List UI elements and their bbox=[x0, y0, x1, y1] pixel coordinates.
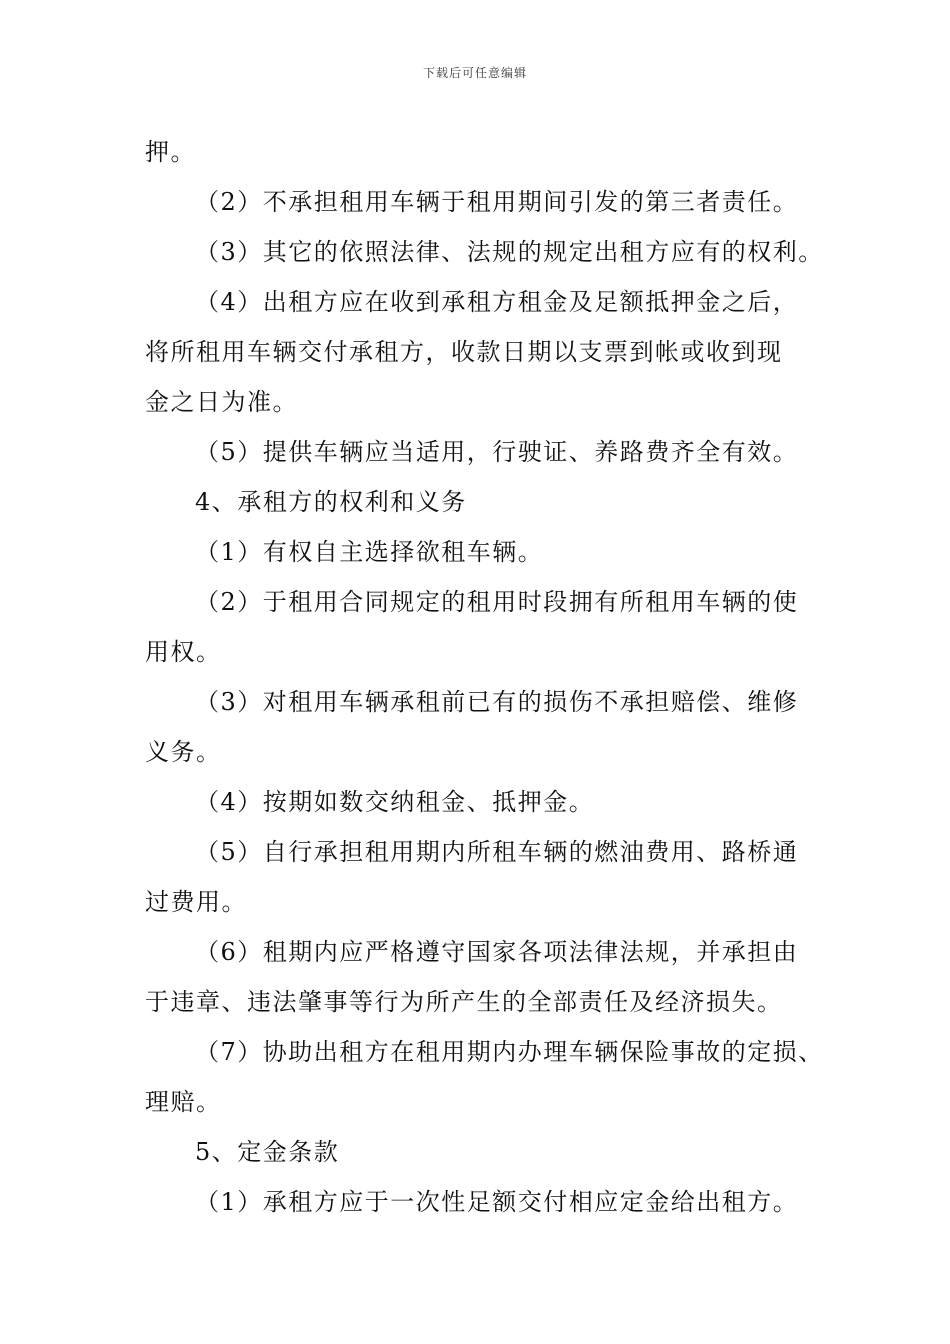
text-line: 义务。 bbox=[145, 738, 222, 766]
text-line: （5）提供车辆应当适用，行驶证、养路费齐全有效。 bbox=[195, 438, 799, 466]
text-line: 押。 bbox=[145, 138, 196, 166]
text-line: （6）租期内应严格遵守国家各项法律法规，并承担由 bbox=[195, 938, 799, 966]
text-line: 于违章、违法肇事等行为所产生的全部责任及经济损失。 bbox=[145, 988, 783, 1016]
text-line: （3）对租用车辆承租前已有的损伤不承担赔偿、维修 bbox=[195, 688, 799, 716]
section-heading: 4、承租方的权利和义务 bbox=[195, 488, 467, 516]
section-heading: 5、定金条款 bbox=[195, 1138, 340, 1166]
page-header: 下载后可任意编辑 bbox=[422, 66, 527, 80]
text-line: 过费用。 bbox=[145, 888, 247, 916]
text-line: （2）不承担租用车辆于租用期间引发的第三者责任。 bbox=[195, 188, 799, 216]
text-line: （7）协助出租方在租用期内办理车辆保险事故的定损、 bbox=[195, 1038, 824, 1066]
text-line: （2）于租用合同规定的租用时段拥有所租用车辆的使 bbox=[195, 588, 799, 616]
text-line: （3）其它的依照法律、法规的规定出租方应有的权利。 bbox=[195, 238, 824, 266]
text-line: （1）承租方应于一次性足额交付相应定金给出租方。 bbox=[195, 1188, 799, 1216]
text-line: 将所租用车辆交付承租方，收款日期以支票到帐或收到现 bbox=[145, 338, 783, 366]
text-line: 金之日为准。 bbox=[145, 388, 298, 416]
text-line: 用权。 bbox=[145, 638, 222, 666]
text-line: （5）自行承担租用期内所租车辆的燃油费用、路桥通 bbox=[195, 838, 799, 866]
text-line: （4）出租方应在收到承租方租金及足额抵押金之后， bbox=[195, 288, 799, 316]
text-line: （4）按期如数交纳租金、抵押金。 bbox=[195, 788, 595, 816]
text-line: 理赔。 bbox=[145, 1088, 222, 1116]
text-line: （1）有权自主选择欲租车辆。 bbox=[195, 538, 544, 566]
document-body bbox=[145, 127, 824, 1227]
